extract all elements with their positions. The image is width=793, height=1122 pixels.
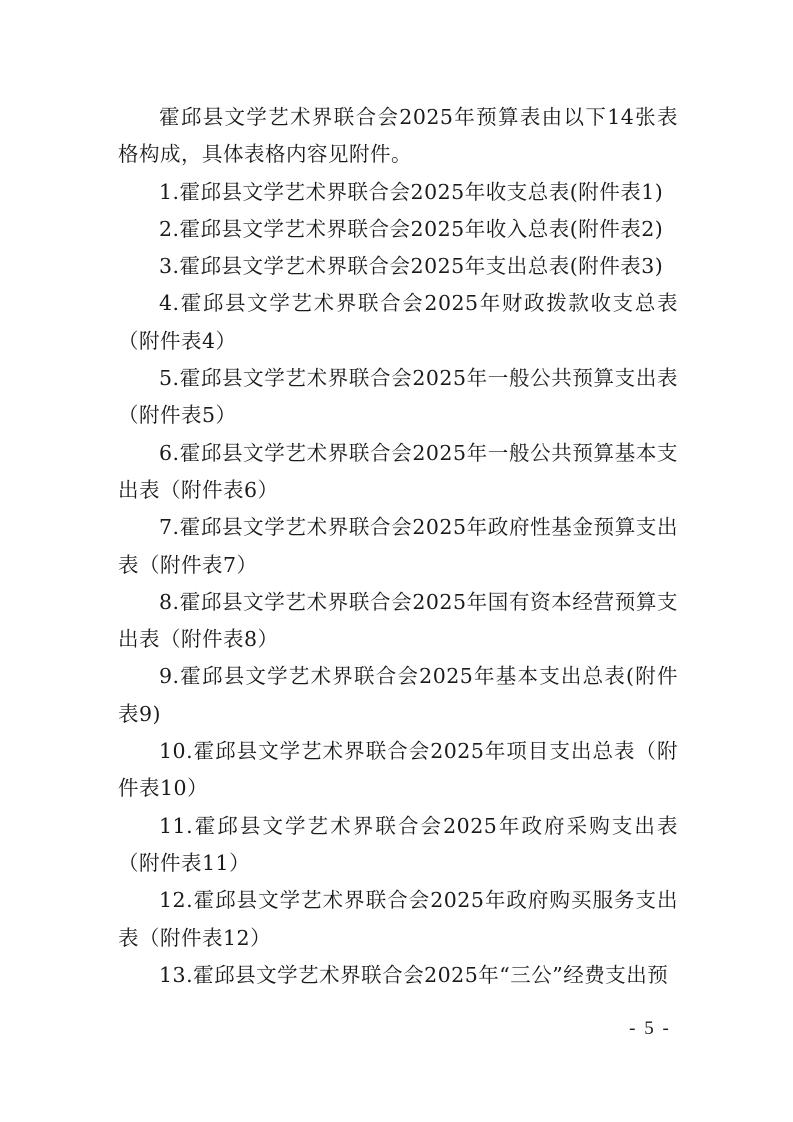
list-item-7: 7.霍邱县文学艺术界联合会2025年政府性基金预算支出表（附件表7） — [118, 515, 678, 577]
list-item-12: 12.霍邱县文学艺术界联合会2025年政府购买服务支出表（附件表12） — [118, 888, 678, 950]
list-item-9: 9.霍邱县文学艺术界联合会2025年基本支出总表(附件表9) — [118, 664, 678, 726]
page-number: - 5 - — [629, 1018, 671, 1039]
list-item-4: 4.霍邱县文学艺术界联合会2025年财政拨款收支总表（附件表4） — [118, 291, 678, 353]
list-item-2: 2.霍邱县文学艺术界联合会2025年收入总表(附件表2) — [159, 216, 664, 241]
list-item-3: 3.霍邱县文学艺术界联合会2025年支出总表(附件表3) — [159, 254, 664, 279]
list-item-1: 1.霍邱县文学艺术界联合会2025年收支总表(附件表1) — [159, 179, 664, 204]
body-text — [118, 99, 678, 994]
list-item-5: 5.霍邱县文学艺术界联合会2025年一般公共预算支出表（附件表5） — [118, 366, 678, 428]
list-item-8: 8.霍邱县文学艺术界联合会2025年国有资本经营预算支出表（附件表8） — [118, 589, 678, 652]
list-item-10: 10.霍邱县文学艺术界联合会2025年项目支出总表（附件表10） — [118, 739, 678, 801]
intro-paragraph: 霍邱县文学艺术界联合会2025年预算表由以下14张表格构成，具体表格内容见附件。 — [118, 105, 678, 167]
list-item-13: 13.霍邱县文学艺术界联合会2025年“三公”经费支出预 — [159, 962, 669, 987]
list-item-6: 6.霍邱县文学艺术界联合会2025年一般公共预算基本支出表（附件表6） — [118, 440, 678, 502]
list-item-11: 11.霍邱县文学艺术界联合会2025年政府采购支出表（附件表11） — [118, 813, 678, 875]
